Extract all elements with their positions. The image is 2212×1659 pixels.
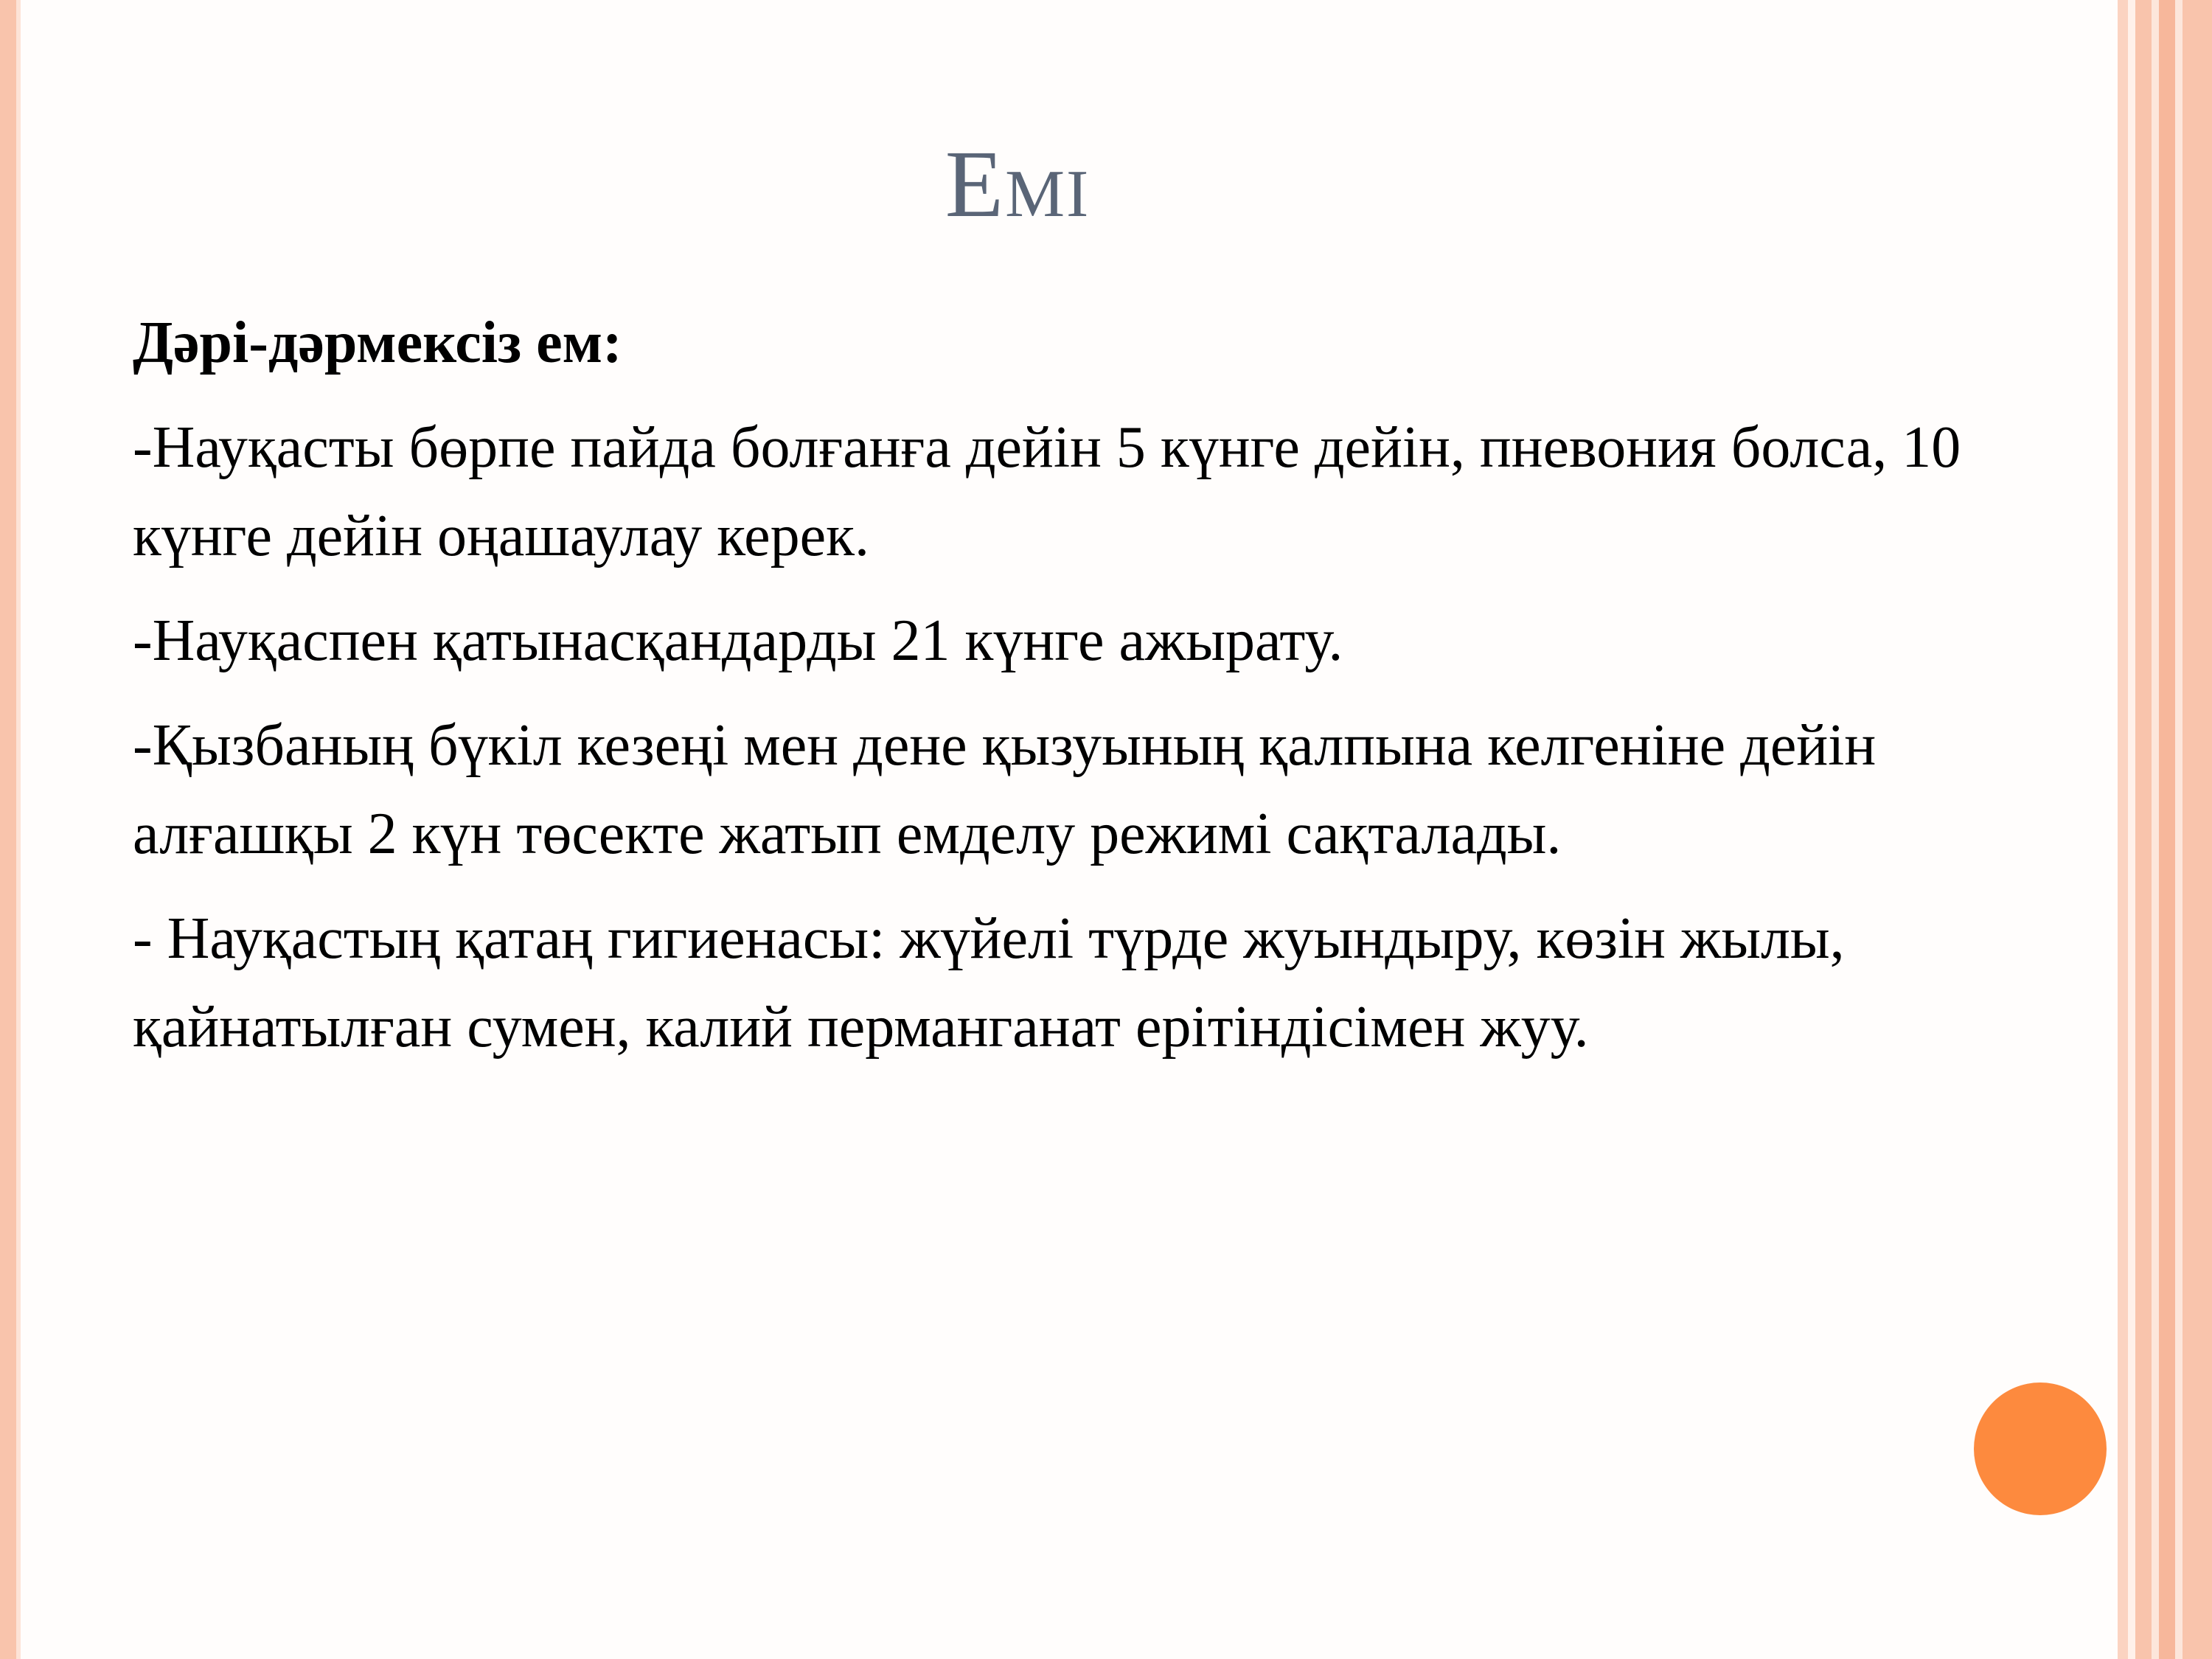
right-stripe [2135, 0, 2152, 1659]
right-stripe [2183, 0, 2212, 1659]
right-stripe [2175, 0, 2183, 1659]
right-stripe [2159, 0, 2175, 1659]
left-border [0, 0, 16, 1659]
left-border-inner [16, 0, 21, 1659]
content-paragraph: - Науқастың қатаң гигиенасы: жүйелі түрде жуындыру, көзін жылы, қайнатылған сумен, калий перманганат ерітіндісімен жуу. [133, 906, 1845, 1060]
right-stripe [2118, 0, 2128, 1659]
right-stripe [2152, 0, 2159, 1659]
content-paragraph: -Науқаспен қатынасқандарды 21 күнге ажырату. [133, 608, 1343, 673]
content-paragraph: -Науқасты бөрпе пайда болғанға дейін 5 күнге дейін, пневония болса, 10 күнге дейін оңашаулау керек. [133, 415, 1961, 568]
slide-content [133, 299, 1961, 1088]
slide-title: Емі [945, 131, 1091, 237]
content-paragraph: -Қызбаның бүкіл кезеңі мен дене қызуының қалпына келгеніне дейін алғашқы 2 күн төсекте жатып емделу режимі сақталады. [133, 713, 1877, 866]
orange-circle-decoration [1974, 1382, 2107, 1515]
content-heading: Дәрі-дәрмексіз ем: [133, 310, 622, 375]
right-stripe [2128, 0, 2135, 1659]
